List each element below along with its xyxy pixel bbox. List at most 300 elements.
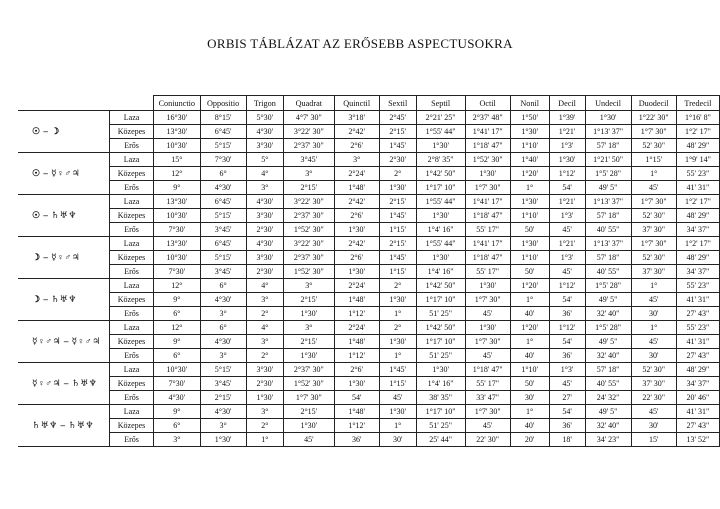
- aspect-pair-label: ☿♀♂♃ – ☿♀♂♃: [18, 321, 110, 363]
- orb-value-cell: 34' 37": [676, 223, 719, 237]
- orb-value-cell: 34' 37": [676, 265, 719, 279]
- orb-value-cell: 1°12': [549, 321, 585, 335]
- orb-value-cell: 49' 5": [585, 293, 631, 307]
- strength-label: Erős: [110, 433, 154, 447]
- orb-value-cell: 1°10': [510, 209, 549, 223]
- orb-value-cell: 37' 30": [631, 265, 676, 279]
- orb-value-cell: 45': [465, 419, 510, 433]
- orb-value-cell: 40': [510, 349, 549, 363]
- orb-value-cell: 6°45': [200, 195, 246, 209]
- orb-value-cell: 2°: [379, 321, 416, 335]
- strength-label: Erős: [110, 223, 154, 237]
- orb-value-cell: 40': [510, 307, 549, 321]
- aspect-pair-label: ☿♀♂♃ – ♄♅♆: [18, 363, 110, 405]
- orb-value-cell: 2°21' 25": [416, 111, 465, 125]
- orb-value-cell: 1°30': [334, 265, 379, 279]
- orb-value-cell: 1°30': [246, 391, 283, 405]
- orb-value-cell: 2°15': [283, 335, 334, 349]
- orb-value-cell: 1°30': [510, 237, 549, 251]
- orb-value-cell: 3°: [283, 167, 334, 181]
- orb-value-cell: 1°30': [416, 209, 465, 223]
- orb-value-cell: 1°18' 47": [465, 363, 510, 377]
- orb-value-cell: 2°24': [334, 321, 379, 335]
- orb-value-cell: 3°45': [200, 377, 246, 391]
- orb-value-cell: 2°37' 30": [283, 139, 334, 153]
- strength-label: Közepes: [110, 335, 154, 349]
- orb-value-cell: 1°: [379, 307, 416, 321]
- orb-value-cell: 1°30': [283, 419, 334, 433]
- orb-value-cell: 13°30': [154, 125, 200, 139]
- orb-value-cell: 2°15': [379, 125, 416, 139]
- orb-value-cell: 1°4' 16": [416, 265, 465, 279]
- orb-value-cell: 1°22' 30": [631, 111, 676, 125]
- orb-value-cell: 40': [510, 419, 549, 433]
- orb-value-cell: 30': [631, 349, 676, 363]
- orb-value-cell: 48' 29": [676, 363, 719, 377]
- orb-value-cell: 27' 43": [676, 307, 719, 321]
- orb-value-cell: 2°42': [334, 195, 379, 209]
- orb-value-cell: 5°: [246, 153, 283, 167]
- orb-value-cell: 2°37' 30": [283, 251, 334, 265]
- orb-value-cell: 1°45': [379, 251, 416, 265]
- orb-value-cell: 55' 23": [676, 167, 719, 181]
- orb-value-cell: 55' 23": [676, 279, 719, 293]
- table-row: [18, 293, 720, 307]
- table-row: [18, 251, 720, 265]
- orb-value-cell: 55' 17": [465, 223, 510, 237]
- orb-value-cell: 1°48': [334, 405, 379, 419]
- orb-value-cell: 4°30': [200, 293, 246, 307]
- orb-value-cell: 5°15': [200, 209, 246, 223]
- orb-value-cell: 1°10': [510, 363, 549, 377]
- orb-value-cell: 52' 30": [631, 139, 676, 153]
- orb-value-cell: 1°30': [379, 405, 416, 419]
- column-header: Tredecil: [676, 96, 719, 111]
- orb-value-cell: 2°: [379, 167, 416, 181]
- orb-value-cell: 1°: [246, 433, 283, 447]
- column-header: Sextil: [379, 96, 416, 111]
- orb-value-cell: 1°21' 50": [585, 153, 631, 167]
- orb-value-cell: 1°30': [379, 181, 416, 195]
- orb-value-cell: 1°30': [283, 307, 334, 321]
- column-header: Trigon: [246, 96, 283, 111]
- orb-value-cell: 9°: [154, 335, 200, 349]
- orb-value-cell: 9°: [154, 181, 200, 195]
- orb-value-cell: 1°20': [510, 167, 549, 181]
- orb-value-cell: 57' 18": [585, 209, 631, 223]
- orb-value-cell: 1°7' 30": [465, 405, 510, 419]
- orb-value-cell: 1°30': [465, 321, 510, 335]
- orb-value-cell: 45': [549, 265, 585, 279]
- orb-value-cell: 12°: [154, 321, 200, 335]
- table-row: [18, 153, 720, 167]
- orb-value-cell: 2°42': [334, 237, 379, 251]
- orb-value-cell: 27' 43": [676, 419, 719, 433]
- orb-value-cell: 1°5' 28": [585, 321, 631, 335]
- strength-label: Laza: [110, 195, 154, 209]
- orb-value-cell: 12°: [154, 167, 200, 181]
- orb-value-cell: 4°: [246, 279, 283, 293]
- orb-value-cell: 57' 18": [585, 139, 631, 153]
- orb-value-cell: 1°15': [631, 153, 676, 167]
- orb-value-cell: 1°7' 30": [631, 195, 676, 209]
- orb-value-cell: 7°30': [154, 265, 200, 279]
- strength-label: Erős: [110, 307, 154, 321]
- table-row: [18, 195, 720, 209]
- orb-value-cell: 2°37' 30": [283, 209, 334, 223]
- orb-value-cell: 2°15': [283, 181, 334, 195]
- orb-value-cell: 4°30': [200, 335, 246, 349]
- orb-value-cell: 1°52' 30": [283, 265, 334, 279]
- orb-value-cell: 2°15': [283, 293, 334, 307]
- orb-value-cell: 1°: [510, 405, 549, 419]
- orb-value-cell: 3°30': [246, 363, 283, 377]
- orb-value-cell: 4°30': [200, 181, 246, 195]
- strength-label: Közepes: [110, 167, 154, 181]
- orb-value-cell: 48' 29": [676, 139, 719, 153]
- orb-value-cell: 7°30': [154, 377, 200, 391]
- orb-value-cell: 1°30': [334, 377, 379, 391]
- orb-value-cell: 1°41' 17": [465, 125, 510, 139]
- corner-blank: [18, 96, 110, 111]
- orb-value-cell: 1°45': [379, 363, 416, 377]
- orb-value-cell: 1°41' 17": [465, 195, 510, 209]
- strength-label: Erős: [110, 265, 154, 279]
- orb-value-cell: 3°22' 30": [283, 125, 334, 139]
- orb-value-cell: 16°30': [154, 111, 200, 125]
- orb-value-cell: 45': [631, 405, 676, 419]
- column-header: Decil: [549, 96, 585, 111]
- orb-value-cell: 1°52' 30": [283, 223, 334, 237]
- orb-value-cell: 34' 37": [676, 377, 719, 391]
- strength-label: Laza: [110, 153, 154, 167]
- aspect-pair-label: ☉ – ☽: [18, 111, 110, 153]
- table-row: [18, 209, 720, 223]
- orb-value-cell: 45': [631, 293, 676, 307]
- strength-label: Közepes: [110, 293, 154, 307]
- table-row: [18, 377, 720, 391]
- orb-value-cell: 9°: [154, 293, 200, 307]
- orb-value-cell: 2°37' 30": [283, 363, 334, 377]
- orb-value-cell: 1°48': [334, 181, 379, 195]
- orb-value-cell: 6°: [154, 307, 200, 321]
- orb-value-cell: 6°: [154, 349, 200, 363]
- orb-value-cell: 10°30': [154, 363, 200, 377]
- orb-value-cell: 40' 55": [585, 265, 631, 279]
- orb-value-cell: 1°9' 14": [676, 153, 719, 167]
- orb-value-cell: 4°: [246, 321, 283, 335]
- orb-value-cell: 52' 30": [631, 363, 676, 377]
- orb-value-cell: 1°2' 17": [676, 125, 719, 139]
- orb-value-cell: 45': [283, 433, 334, 447]
- orb-value-cell: 1°42' 50": [416, 321, 465, 335]
- table-row: [18, 167, 720, 181]
- orb-value-cell: 3°30': [246, 251, 283, 265]
- orb-value-cell: 1°39': [549, 111, 585, 125]
- orb-value-cell: 1°12': [334, 307, 379, 321]
- orb-value-cell: 20' 46": [676, 391, 719, 405]
- orb-value-cell: 1°30': [379, 335, 416, 349]
- orb-value-cell: 1°17' 10": [416, 293, 465, 307]
- orb-value-cell: 1°48': [334, 335, 379, 349]
- orb-value-cell: 1°3': [549, 209, 585, 223]
- orb-value-cell: 6°: [200, 279, 246, 293]
- table-row: [18, 419, 720, 433]
- column-header: Quadrat: [283, 96, 334, 111]
- orb-value-cell: 1°7' 30": [465, 181, 510, 195]
- orb-value-cell: 4°7' 30": [283, 111, 334, 125]
- orb-value-cell: 1°4' 16": [416, 223, 465, 237]
- orb-value-cell: 36': [334, 433, 379, 447]
- orb-value-cell: 1°: [510, 293, 549, 307]
- orb-value-cell: 49' 5": [585, 405, 631, 419]
- orb-value-cell: 1°4' 16": [416, 377, 465, 391]
- orb-value-cell: 20': [510, 433, 549, 447]
- orb-value-cell: 6°: [200, 167, 246, 181]
- orb-value-cell: 1°30': [549, 153, 585, 167]
- orb-value-cell: 1°50': [510, 111, 549, 125]
- table-row: [18, 335, 720, 349]
- orb-value-cell: 1°30': [200, 433, 246, 447]
- orb-value-cell: 51' 25": [416, 349, 465, 363]
- orb-value-cell: 1°: [631, 167, 676, 181]
- orb-value-cell: 2°24': [334, 279, 379, 293]
- orb-value-cell: 6°45': [200, 125, 246, 139]
- orb-value-cell: 1°18' 47": [465, 209, 510, 223]
- orb-value-cell: 4°: [246, 167, 283, 181]
- orb-value-cell: 55' 17": [465, 265, 510, 279]
- orb-value-cell: 37' 30": [631, 223, 676, 237]
- orb-value-cell: 2°24': [334, 167, 379, 181]
- orb-value-cell: 15°: [154, 153, 200, 167]
- orb-value-cell: 2°15': [379, 195, 416, 209]
- orb-value-cell: 1°12': [549, 167, 585, 181]
- orb-value-cell: 1°15': [379, 265, 416, 279]
- orb-value-cell: 1°17' 10": [416, 405, 465, 419]
- orb-value-cell: 1°3': [549, 139, 585, 153]
- orb-value-cell: 41' 31": [676, 293, 719, 307]
- orb-value-cell: 45': [379, 391, 416, 405]
- orb-value-cell: 36': [549, 307, 585, 321]
- orb-value-cell: 2°: [246, 419, 283, 433]
- orb-value-cell: 1°30': [465, 279, 510, 293]
- table-row: [18, 111, 720, 125]
- orb-value-cell: 34' 23": [585, 433, 631, 447]
- column-header: Quinctil: [334, 96, 379, 111]
- orb-value-cell: 4°30': [246, 237, 283, 251]
- orb-value-cell: 1°30': [283, 349, 334, 363]
- orb-value-cell: 1°7' 30": [465, 293, 510, 307]
- strength-label: Laza: [110, 279, 154, 293]
- orb-value-cell: 41' 31": [676, 181, 719, 195]
- table-row: [18, 125, 720, 139]
- orb-value-cell: 1°30': [379, 293, 416, 307]
- strength-label: Laza: [110, 405, 154, 419]
- orb-value-cell: 30': [379, 433, 416, 447]
- orb-value-cell: 13°30': [154, 195, 200, 209]
- orb-value-cell: 13°30': [154, 237, 200, 251]
- orb-value-cell: 8°15': [200, 111, 246, 125]
- table-header-row: [18, 96, 720, 111]
- aspect-pair-label: ♄♅♆ – ♄♅♆: [18, 405, 110, 447]
- table-row: [18, 405, 720, 419]
- orb-value-cell: 2°: [379, 279, 416, 293]
- orb-value-cell: 49' 5": [585, 335, 631, 349]
- orb-value-cell: 2°: [246, 349, 283, 363]
- strength-label: Erős: [110, 139, 154, 153]
- orb-value-cell: 1°3': [549, 251, 585, 265]
- orb-value-cell: 54': [549, 405, 585, 419]
- orb-value-cell: 1°7' 30": [631, 237, 676, 251]
- strength-label: Közepes: [110, 419, 154, 433]
- orb-value-cell: 10°30': [154, 139, 200, 153]
- orb-value-cell: 2°30': [246, 265, 283, 279]
- orb-value-cell: 40' 55": [585, 377, 631, 391]
- orb-value-cell: 3°: [334, 153, 379, 167]
- orb-value-cell: 1°12': [334, 419, 379, 433]
- orb-value-cell: 1°17' 10": [416, 335, 465, 349]
- orb-value-cell: 13' 52": [676, 433, 719, 447]
- orb-value-cell: 1°45': [379, 209, 416, 223]
- orb-value-cell: 24' 32": [585, 391, 631, 405]
- orb-value-cell: 18': [549, 433, 585, 447]
- orb-value-cell: 22' 30": [631, 391, 676, 405]
- strength-label: Erős: [110, 181, 154, 195]
- orb-value-cell: 48' 29": [676, 251, 719, 265]
- column-header: Octil: [465, 96, 510, 111]
- table-row: [18, 237, 720, 251]
- orb-value-cell: 1°40': [510, 153, 549, 167]
- orb-value-cell: 2°6': [334, 251, 379, 265]
- orb-value-cell: 2°42': [334, 125, 379, 139]
- orb-value-cell: 10°30': [154, 209, 200, 223]
- orb-value-cell: 1°55' 44": [416, 237, 465, 251]
- strength-label: Közepes: [110, 377, 154, 391]
- orb-value-cell: 45': [631, 181, 676, 195]
- table-row: [18, 349, 720, 363]
- orb-value-cell: 1°30': [416, 363, 465, 377]
- orb-value-cell: 1°42' 50": [416, 167, 465, 181]
- orb-value-cell: 1°21': [549, 195, 585, 209]
- orb-value-cell: 54': [549, 335, 585, 349]
- orb-value-cell: 51' 25": [416, 419, 465, 433]
- orb-value-cell: 12°: [154, 279, 200, 293]
- orb-value-cell: 1°30': [465, 167, 510, 181]
- orb-value-cell: 1°13' 37": [585, 237, 631, 251]
- orb-value-cell: 1°5' 28": [585, 279, 631, 293]
- orb-value-cell: 2°30': [246, 223, 283, 237]
- orb-value-cell: 9°: [154, 405, 200, 419]
- table-row: [18, 181, 720, 195]
- orb-value-cell: 49' 5": [585, 181, 631, 195]
- orb-value-cell: 15': [631, 433, 676, 447]
- orb-value-cell: 2°45': [379, 111, 416, 125]
- orb-value-cell: 2°37' 48": [465, 111, 510, 125]
- orb-value-cell: 1°2' 17": [676, 195, 719, 209]
- orb-value-cell: 5°15': [200, 363, 246, 377]
- orb-value-cell: 3°: [283, 279, 334, 293]
- orb-value-cell: 36': [549, 349, 585, 363]
- orb-value-cell: 54': [334, 391, 379, 405]
- table-row: [18, 391, 720, 405]
- orb-value-cell: 1°52' 30": [283, 377, 334, 391]
- orb-value-cell: 1°: [510, 181, 549, 195]
- column-header: Nonil: [510, 96, 549, 111]
- orb-value-cell: 45': [631, 335, 676, 349]
- orb-value-cell: 57' 18": [585, 251, 631, 265]
- orb-value-cell: 6°45': [200, 237, 246, 251]
- orb-value-cell: 4°30': [246, 195, 283, 209]
- strength-label: Laza: [110, 321, 154, 335]
- orb-value-cell: 1°18' 47": [465, 139, 510, 153]
- orb-value-cell: 1°: [379, 419, 416, 433]
- orb-value-cell: 41' 31": [676, 335, 719, 349]
- orb-value-cell: 1°12': [549, 279, 585, 293]
- column-header: Coniunctio: [154, 96, 200, 111]
- orb-value-cell: 1°3': [549, 363, 585, 377]
- orb-value-cell: 2°8' 35": [416, 153, 465, 167]
- orb-value-cell: 1°42' 50": [416, 279, 465, 293]
- orb-value-cell: 1°13' 37": [585, 195, 631, 209]
- orb-value-cell: 1°15': [379, 223, 416, 237]
- strength-label: Közepes: [110, 209, 154, 223]
- corner-blank: [110, 96, 154, 111]
- orb-value-cell: 30': [631, 419, 676, 433]
- orb-value-cell: 33' 47": [465, 391, 510, 405]
- orb-value-cell: 1°41' 17": [465, 237, 510, 251]
- orb-value-cell: 5°30': [246, 111, 283, 125]
- orb-value-cell: 45': [549, 223, 585, 237]
- orb-value-cell: 1°: [631, 279, 676, 293]
- orb-value-cell: 1°15': [379, 377, 416, 391]
- strength-label: Laza: [110, 237, 154, 251]
- orb-value-cell: 4°30': [154, 391, 200, 405]
- strength-label: Laza: [110, 363, 154, 377]
- orb-value-cell: 3°22' 30": [283, 237, 334, 251]
- orb-value-cell: 51' 25": [416, 307, 465, 321]
- orb-value-cell: 1°10': [510, 139, 549, 153]
- orb-value-cell: 32' 40": [585, 349, 631, 363]
- orb-value-cell: 45': [549, 377, 585, 391]
- orb-value-cell: 52' 30": [631, 251, 676, 265]
- strength-label: Erős: [110, 391, 154, 405]
- orb-value-cell: 1°30': [416, 251, 465, 265]
- orb-value-cell: 1°20': [510, 321, 549, 335]
- orb-value-cell: 1°16' 8": [676, 111, 719, 125]
- page-title: ORBIS TÁBLÁZAT AZ ERŐSEBB ASPECTUSOKRA: [207, 36, 513, 51]
- orb-value-cell: 36': [549, 419, 585, 433]
- orb-value-cell: 2°30': [379, 153, 416, 167]
- orb-value-cell: 1°48': [334, 293, 379, 307]
- orb-value-cell: 45': [465, 307, 510, 321]
- table-row: [18, 363, 720, 377]
- orb-value-cell: 3°: [246, 405, 283, 419]
- orb-value-cell: 45': [465, 349, 510, 363]
- orb-value-cell: 50': [510, 265, 549, 279]
- orb-value-cell: 3°: [246, 335, 283, 349]
- table-row: [18, 139, 720, 153]
- aspect-pair-label: ☽ – ☿♀♂♃: [18, 237, 110, 279]
- orb-value-cell: 1°10': [510, 251, 549, 265]
- table-row: [18, 279, 720, 293]
- table-row: [18, 307, 720, 321]
- orb-value-cell: 48' 29": [676, 209, 719, 223]
- orb-value-cell: 3°22' 30": [283, 195, 334, 209]
- orb-value-cell: 38' 35": [416, 391, 465, 405]
- orb-value-cell: 1°30': [416, 139, 465, 153]
- orb-value-cell: 1°30': [585, 111, 631, 125]
- orb-value-cell: 54': [549, 293, 585, 307]
